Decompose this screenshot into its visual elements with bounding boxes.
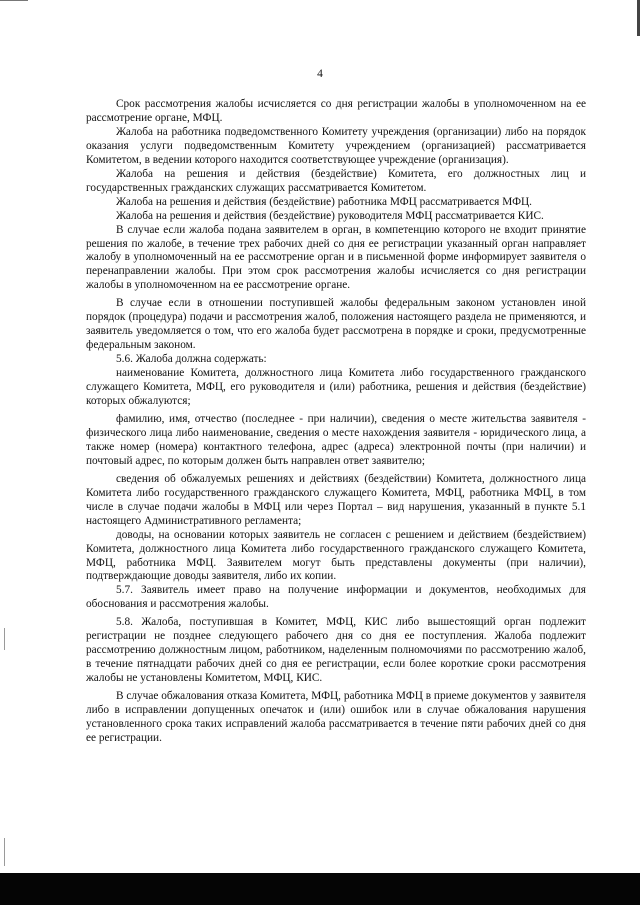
paragraph: В случае обжалования отказа Комитета, МФЦ, работника МФЦ в приеме документов у заявителя либо в исправлении допущенных опечаток и (или) ошибок или в случае обжалования нарушения установленного срока таких исправлений жалоба рассматривается в течение пяти рабочих дней со дня ее регистрации. (86, 690, 586, 744)
paragraph: Жалоба на решения и действия (бездействие) работника МФЦ рассматривается МФЦ. (116, 195, 533, 208)
paragraph: 5.8. Жалоба, поступившая в Комитет, МФЦ, КИС либо вышестоящий орган подлежит регистрации не позднее следующего рабочего дня со дня ее поступления. Жалоба подлежит рассмотрению должностным лицом, работником, наделенным полномочиями по рассмотрению жалоб, в течение пятнадцати рабочих дней со дня ее регистрации, если более короткие сроки рассмотрения жалобы не установлены Комитетом, МФЦ, КИС. (86, 616, 586, 685)
paragraph: 5.6. Жалоба должна содержать: (116, 353, 267, 366)
paragraph: 5.7. Заявитель имеет право на получение информации и документов, необходимых для обоснования и рассмотрения жалобы. (86, 584, 586, 611)
scan-margin-line (4, 628, 5, 650)
paragraph: Жалоба на решения и действия (бездействие) Комитета, его должностных лиц и государственных гражданских служащих рассматривается Комитетом. (86, 167, 586, 194)
scan-margin-line (4, 838, 5, 866)
page-number: 4 (317, 68, 323, 80)
paragraph: В случае если жалоба подана заявителем в орган, в компетенцию которого не входит принятие решения по жалобе, в течение трех рабочих дней со дня ее регистрации указанный орган направляет жалобу в уполномоченный на ее рассмотрение орган и в письменной форме информирует заявителя о перенаправлении жалобы. При этом срок рассмотрения жалобы исчисляется со дня регистрации жалобы в уполномоченном на ее рассмотрение органе. (86, 223, 586, 292)
paragraph: фамилию, имя, отчество (последнее - при наличии), сведения о месте жительства заявителя - физического лица либо наименование, сведения о месте нахождения заявителя - юридического лица, а также номер (номера) контактного телефона, адрес (адреса) электронной почты (при наличии) и почтовый адрес, по которым должен быть направлен ответ заявителю; (86, 412, 586, 467)
paragraph: наименование Комитета, должностного лица Комитета либо государственного гражданского служащего Комитета, МФЦ, его руководителя и (или) работника, решения и действия (бездействие) которых обжалуются; (86, 367, 586, 408)
paragraph: В случае если в отношении поступившей жалобы федеральным законом установлен иной порядок (процедура) подачи и рассмотрения жалоб, положения настоящего раздела не применяются, и заявитель уведомляется о том, что его жалоба будет рассмотрена в порядке и сроки, предусмотренные федеральным законом. (86, 297, 586, 352)
paragraph: сведения об обжалуемых решениях и действиях (бездействии) Комитета, должностного лица Комитета либо государственного гражданского служащего Комитета, МФЦ, работника МФЦ, в том числе в случае подачи жалобы в МФЦ или через Портал – вид нарушения, указанный в пункте 5.1 настоящего Административного регламента; (86, 472, 586, 527)
document-body (86, 98, 586, 746)
paragraph: доводы, на основании которых заявитель не согласен с решением и действием (бездействием) Комитета, должностного лица Комитета либо государственного гражданского служащего Комитета, МФЦ, работника МФЦ. Заявителем могут быть представлены документы (при наличии), подтверждающие доводы заявителя, либо их копии. (86, 528, 586, 583)
paragraph: Жалоба на решения и действия (бездействие) руководителя МФЦ рассматривается КИС. (116, 209, 544, 222)
scan-edge-mark (0, 0, 28, 1)
scan-bottom-bar (0, 873, 640, 905)
paragraph: Срок рассмотрения жалобы исчисляется со дня регистрации жалобы в уполномоченном на ее рассмотрение органе, МФЦ. (86, 98, 586, 124)
paragraph: Жалоба на работника подведомственного Комитету учреждения (организации) либо на порядок оказания услуги подведомственным Комитету учреждением (организацией) рассматривается Комитетом, в ведении которого находится соответствующее учреждение (организация). (86, 125, 586, 166)
